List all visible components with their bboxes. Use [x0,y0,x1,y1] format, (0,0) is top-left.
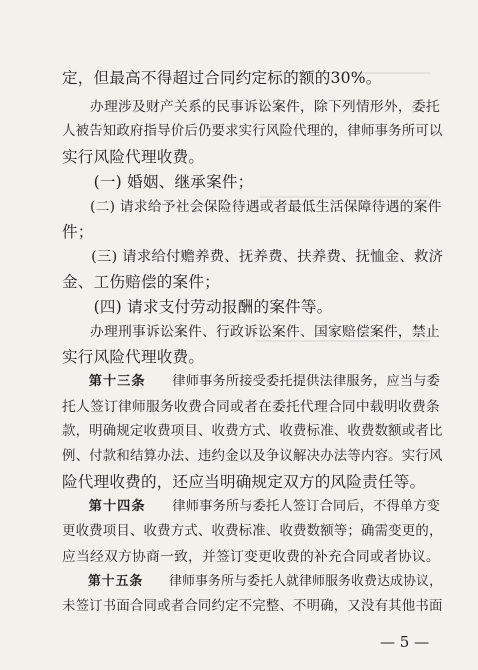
text-span: 律师事务所接受委托提供法律服务，应当与委 [145,374,441,389]
text-span: 律师事务所与委托人就律师服务收费达成协议， [143,574,443,589]
text-line: 件； [62,223,94,241]
text-line: 办理涉及财产关系的民事诉讼案件，除下列情形外，委托 [62,99,440,115]
text-line: (二) 请求给予社会保险待遇或者最低生活保障待遇的案件 [62,199,442,215]
text-line: 应当经双方协商一致，并签订变更收费的补充合同或者协议。 [62,549,440,565]
text-line: 金、工伤赔偿的案件； [62,273,220,291]
article-13-title: 第十三条 [88,374,146,389]
text-line: 托人签订律师服务收费合同或者在委托代理合同中载明收费条 [62,399,440,415]
text-line: (三) 请求给付赡养费、抚养费、扶养费、抚恤金、救济 [62,249,444,265]
article-13-line [62,372,442,392]
text-line: 定，但最高不得超过合同约定标的额的30%。 [62,69,382,87]
text-line: 例、付款和结算办法、违约金以及争议解决办法等内容。实行风 [62,449,443,464]
text-line: 险代理收费的，还应当明确规定双方的风险责任等。 [62,473,426,491]
article-15-line [62,572,442,592]
page-number: — 5 — [380,633,430,651]
text-line: 款，明确规定收费项目、收费方式、收费标准、收费数额或者比 [62,424,443,439]
text-line: 实行风险代理收费。 [62,148,205,166]
article-14-title: 第十四条 [88,499,146,514]
article-15-title: 第十五条 [88,574,144,589]
article-14-line [62,497,442,517]
text-span: 律师事务所与委托人签订合同后，不得单方变 [145,499,441,514]
text-line: 办理刑事诉讼案件、行政诉讼案件、国家赔偿案件，禁止 [62,324,440,340]
text-line: 更收费项目、收费方式、收费标准、收费数额等；确需变更的， [62,524,443,539]
text-line: (四) 请求支付劳动报酬的案件等。 [62,298,333,316]
text-line: (一) 婚姻、继承案件； [62,173,254,191]
text-line: 实行风险代理收费。 [62,348,205,366]
text-line: 人被告知政府指导价后仍要求实行风险代理的，律师事务所可以 [62,124,443,139]
text-line: 未签订书面合同或者合同约定不完整、不明确，又没有其他书面 [62,599,443,614]
